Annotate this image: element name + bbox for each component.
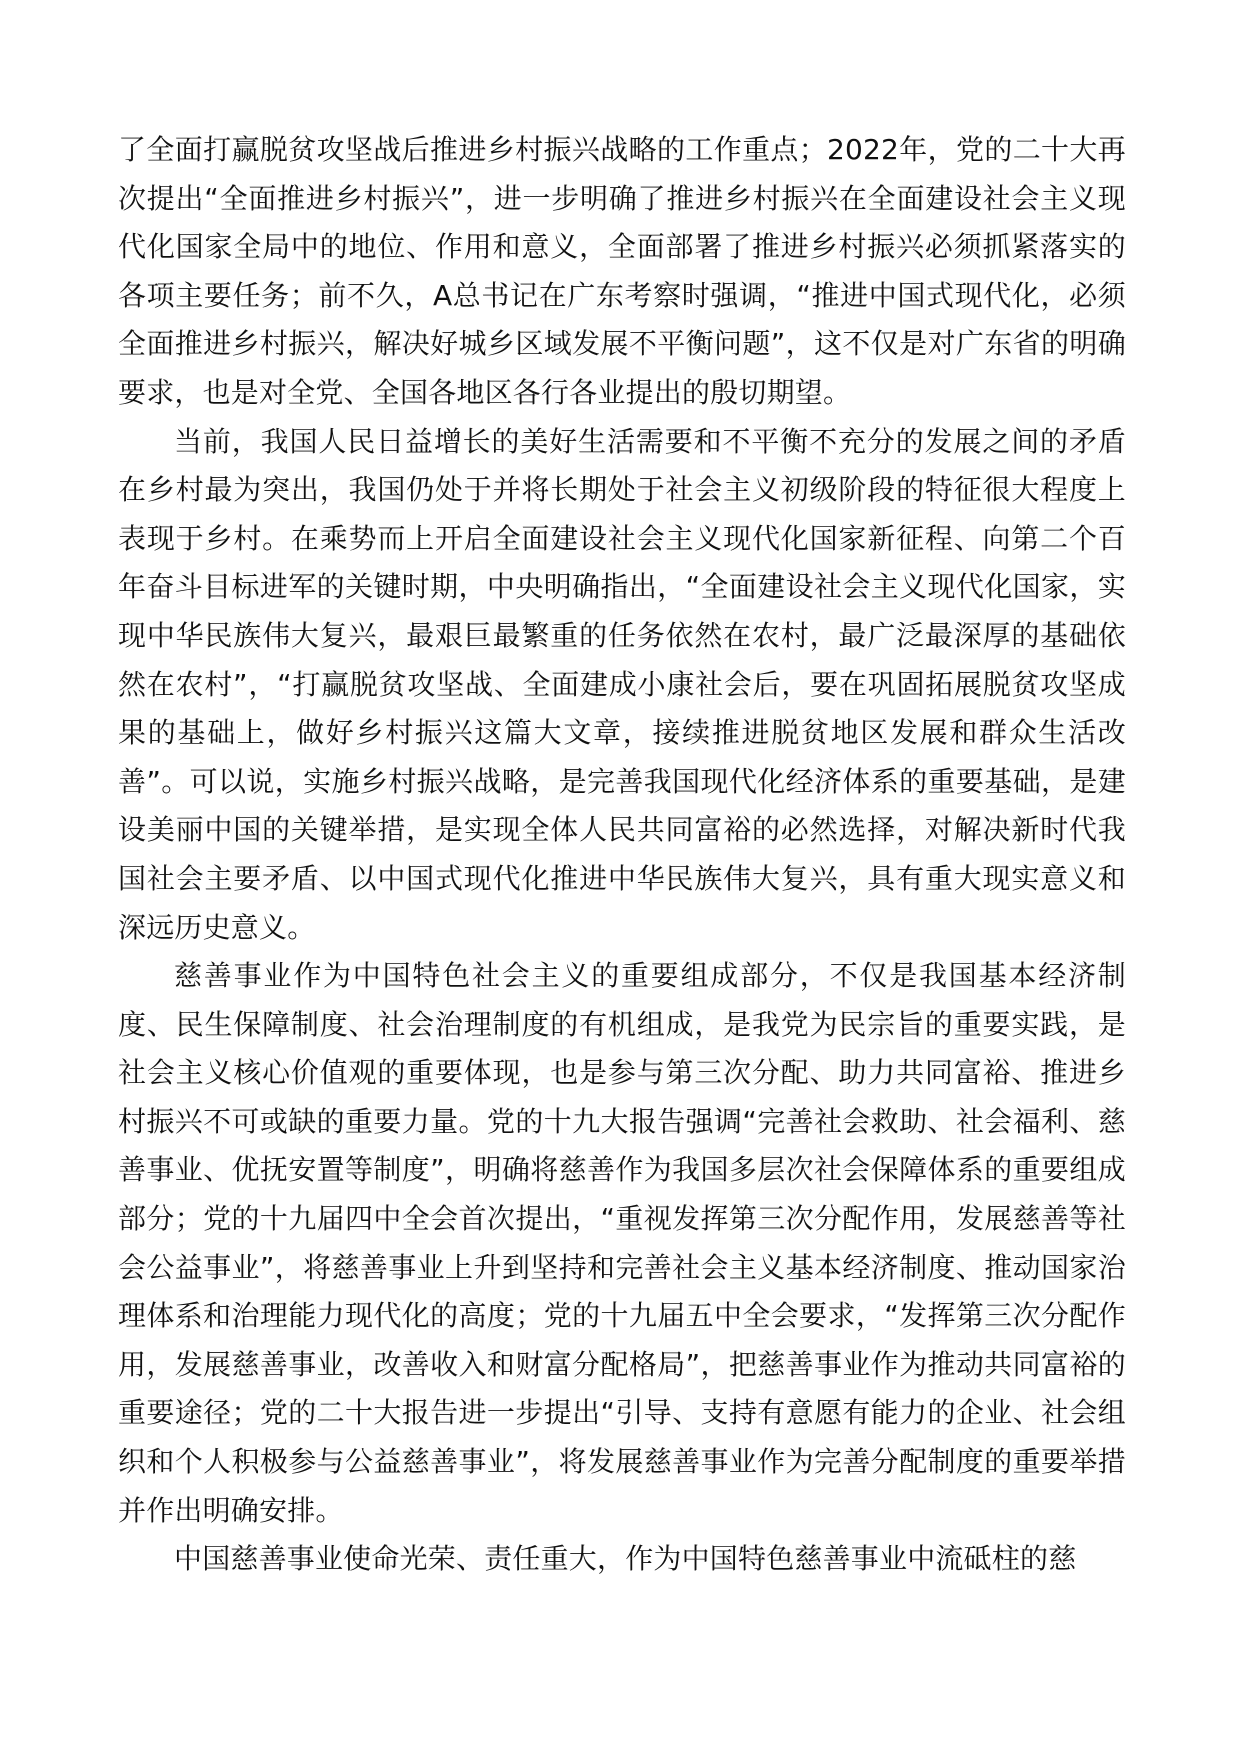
document-body — [118, 126, 1126, 1584]
paragraph-4: 中国慈善事业使命光荣、责任重大，作为中国特色慈善事业中流砥柱的慈 — [174, 1542, 1077, 1576]
paragraph-3: 慈善事业作为中国特色社会主义的重要组成部分，不仅是我国基本经济制度、民生保障制度、社会治理制度的有机组成，是我党为民宗旨的重要实践，是社会主义核心价值观的重要体现，也是参与第三次分配、助力共同富裕、推进乡村振兴不可或缺的重要力量。党的十九大报告强调“完善社会救助、社会福利、慈善事业、优抚安置等制度”，明确将慈善作为我国多层次社会保障体系的重要组成部分；党的十九届四中全会首次提出，“重视发挥第三次分配作用，发展慈善等社会公益事业”，将慈善事业上升到坚持和完善社会主义基本经济制度、推动国家治理体系和治理能力现代化的高度；党的十九届五中全会要求，“发挥第三次分配作用，发展慈善事业，改善收入和财富分配格局”，把慈善事业作为推动共同富裕的重要途径；党的二十大报告进一步提出“引导、支持有意愿有能力的企业、社会组织和个人积极参与公益慈善事业”，将发展慈善事业作为完善分配制度的重要举措并作出明确安排。 — [118, 959, 1126, 1527]
paragraph-2: 当前，我国人民日益增长的美好生活需要和不平衡不充分的发展之间的矛盾在乡村最为突出，我国仍处于并将长期处于社会主义初级阶段的特征很大程度上表现于乡村。在乘势而上开启全面建设社会主义现代化国家新征程、向第二个百年奋斗目标进军的关键时期，中央明确指出，“全面建设社会主义现代化国家，实现中华民族伟大复兴，最艰巨最繁重的任务依然在农村，最广泛最深厚的基础依然在农村”，“打赢脱贫攻坚战、全面建成小康社会后，要在巩固拓展脱贫攻坚成果的基础上，做好乡村振兴这篇大文章，接续推进脱贫地区发展和群众生活改善”。可以说，实施乡村振兴战略，是完善我国现代化经济体系的重要基础，是建设美丽中国的关键举措，是实现全体人民共同富裕的必然选择，对解决新时代我国社会主要矛盾、以中国式现代化推进中华民族伟大复兴，具有重大现实意义和深远历史意义。 — [118, 424, 1126, 944]
paragraph-1: 了全面打赢脱贫攻坚战后推进乡村振兴战略的工作重点；2022年，党的二十大再次提出“全面推进乡村振兴”，进一步明确了推进乡村振兴在全面建设社会主义现代化国家全局中的地位、作用和意义，全面部署了推进乡村振兴必须抓紧落实的各项主要任务；前不久，A总书记在广东考察时强调，“推进中国式现代化，必须全面推进乡村振兴，解决好城乡区域发展不平衡问题”，这不仅是对广东省的明确要求，也是对全党、全国各地区各行各业提出的殷切期望。 — [118, 133, 1126, 409]
